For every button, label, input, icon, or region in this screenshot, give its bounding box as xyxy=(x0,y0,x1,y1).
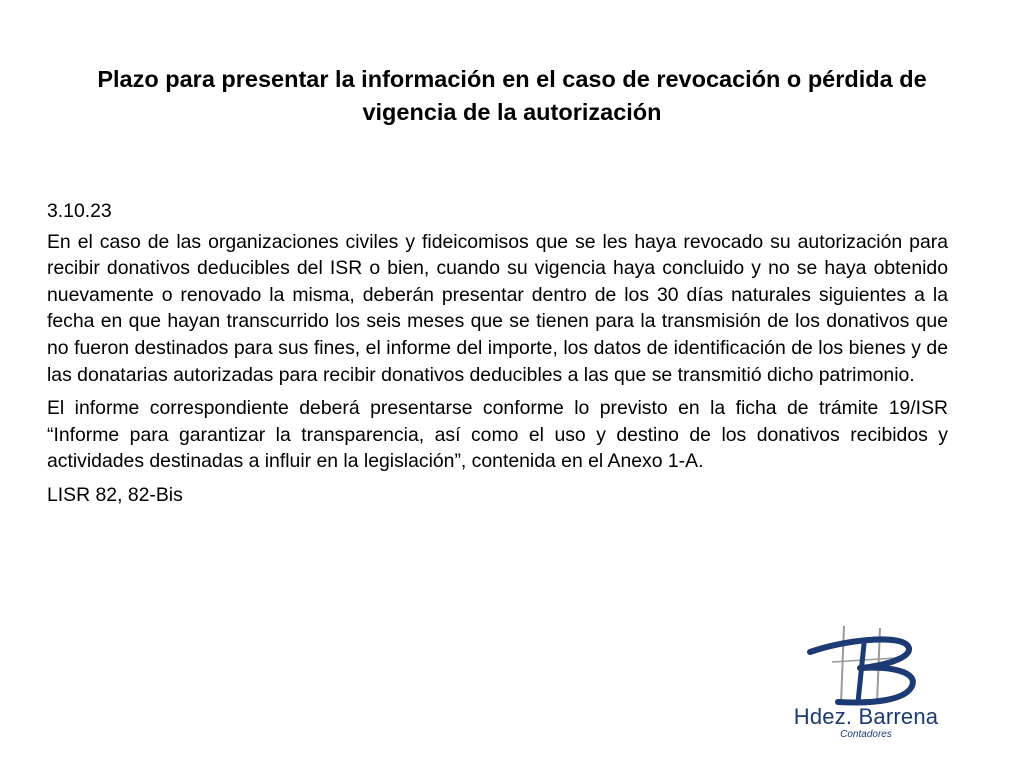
slide-title: Plazo para presentar la información en el caso de revocación o pérdida de vigencia de la autorización xyxy=(97,66,927,125)
rule-number: 3.10.23 xyxy=(47,200,112,222)
hb-monogram-icon xyxy=(804,622,934,710)
logo-subtitle: Contadores xyxy=(840,729,892,740)
logo-company-name: Hdez. Barrena xyxy=(793,704,939,729)
paragraph-1: En el caso de las organizaciones civiles y fideicomisos que se les haya revocado su autorización para recibir donativos deducibles del ISR o bien, cuando su vigencia haya concluido y no se haya obtenido nuevamente o renovado la misma, deberán presentar dentro de los 30 días naturales siguientes a la fecha en que hayan transcurrido los seis meses que se tienen para la transmisión de los donativos que no fueron destinados para sus fines, el informe del importe, los datos de identificación de los bienes y de las donatarias autorizadas para recibir donativos deducibles a las que se transmitió dicho patrimonio. xyxy=(47,230,948,386)
slide-body xyxy=(47,198,948,516)
company-logo xyxy=(782,622,952,748)
paragraph-2: El informe correspondiente deberá presentarse conforme lo previsto en la ficha de trámite 19/ISR “Informe para garantizar la transparencia, así como el uso y destino de los donativos recibidos y actividades destinadas a influir en la legislación”, contenida en el Anexo 1-A. xyxy=(47,397,948,473)
legal-reference: LISR 82, 82-Bis xyxy=(47,483,183,506)
